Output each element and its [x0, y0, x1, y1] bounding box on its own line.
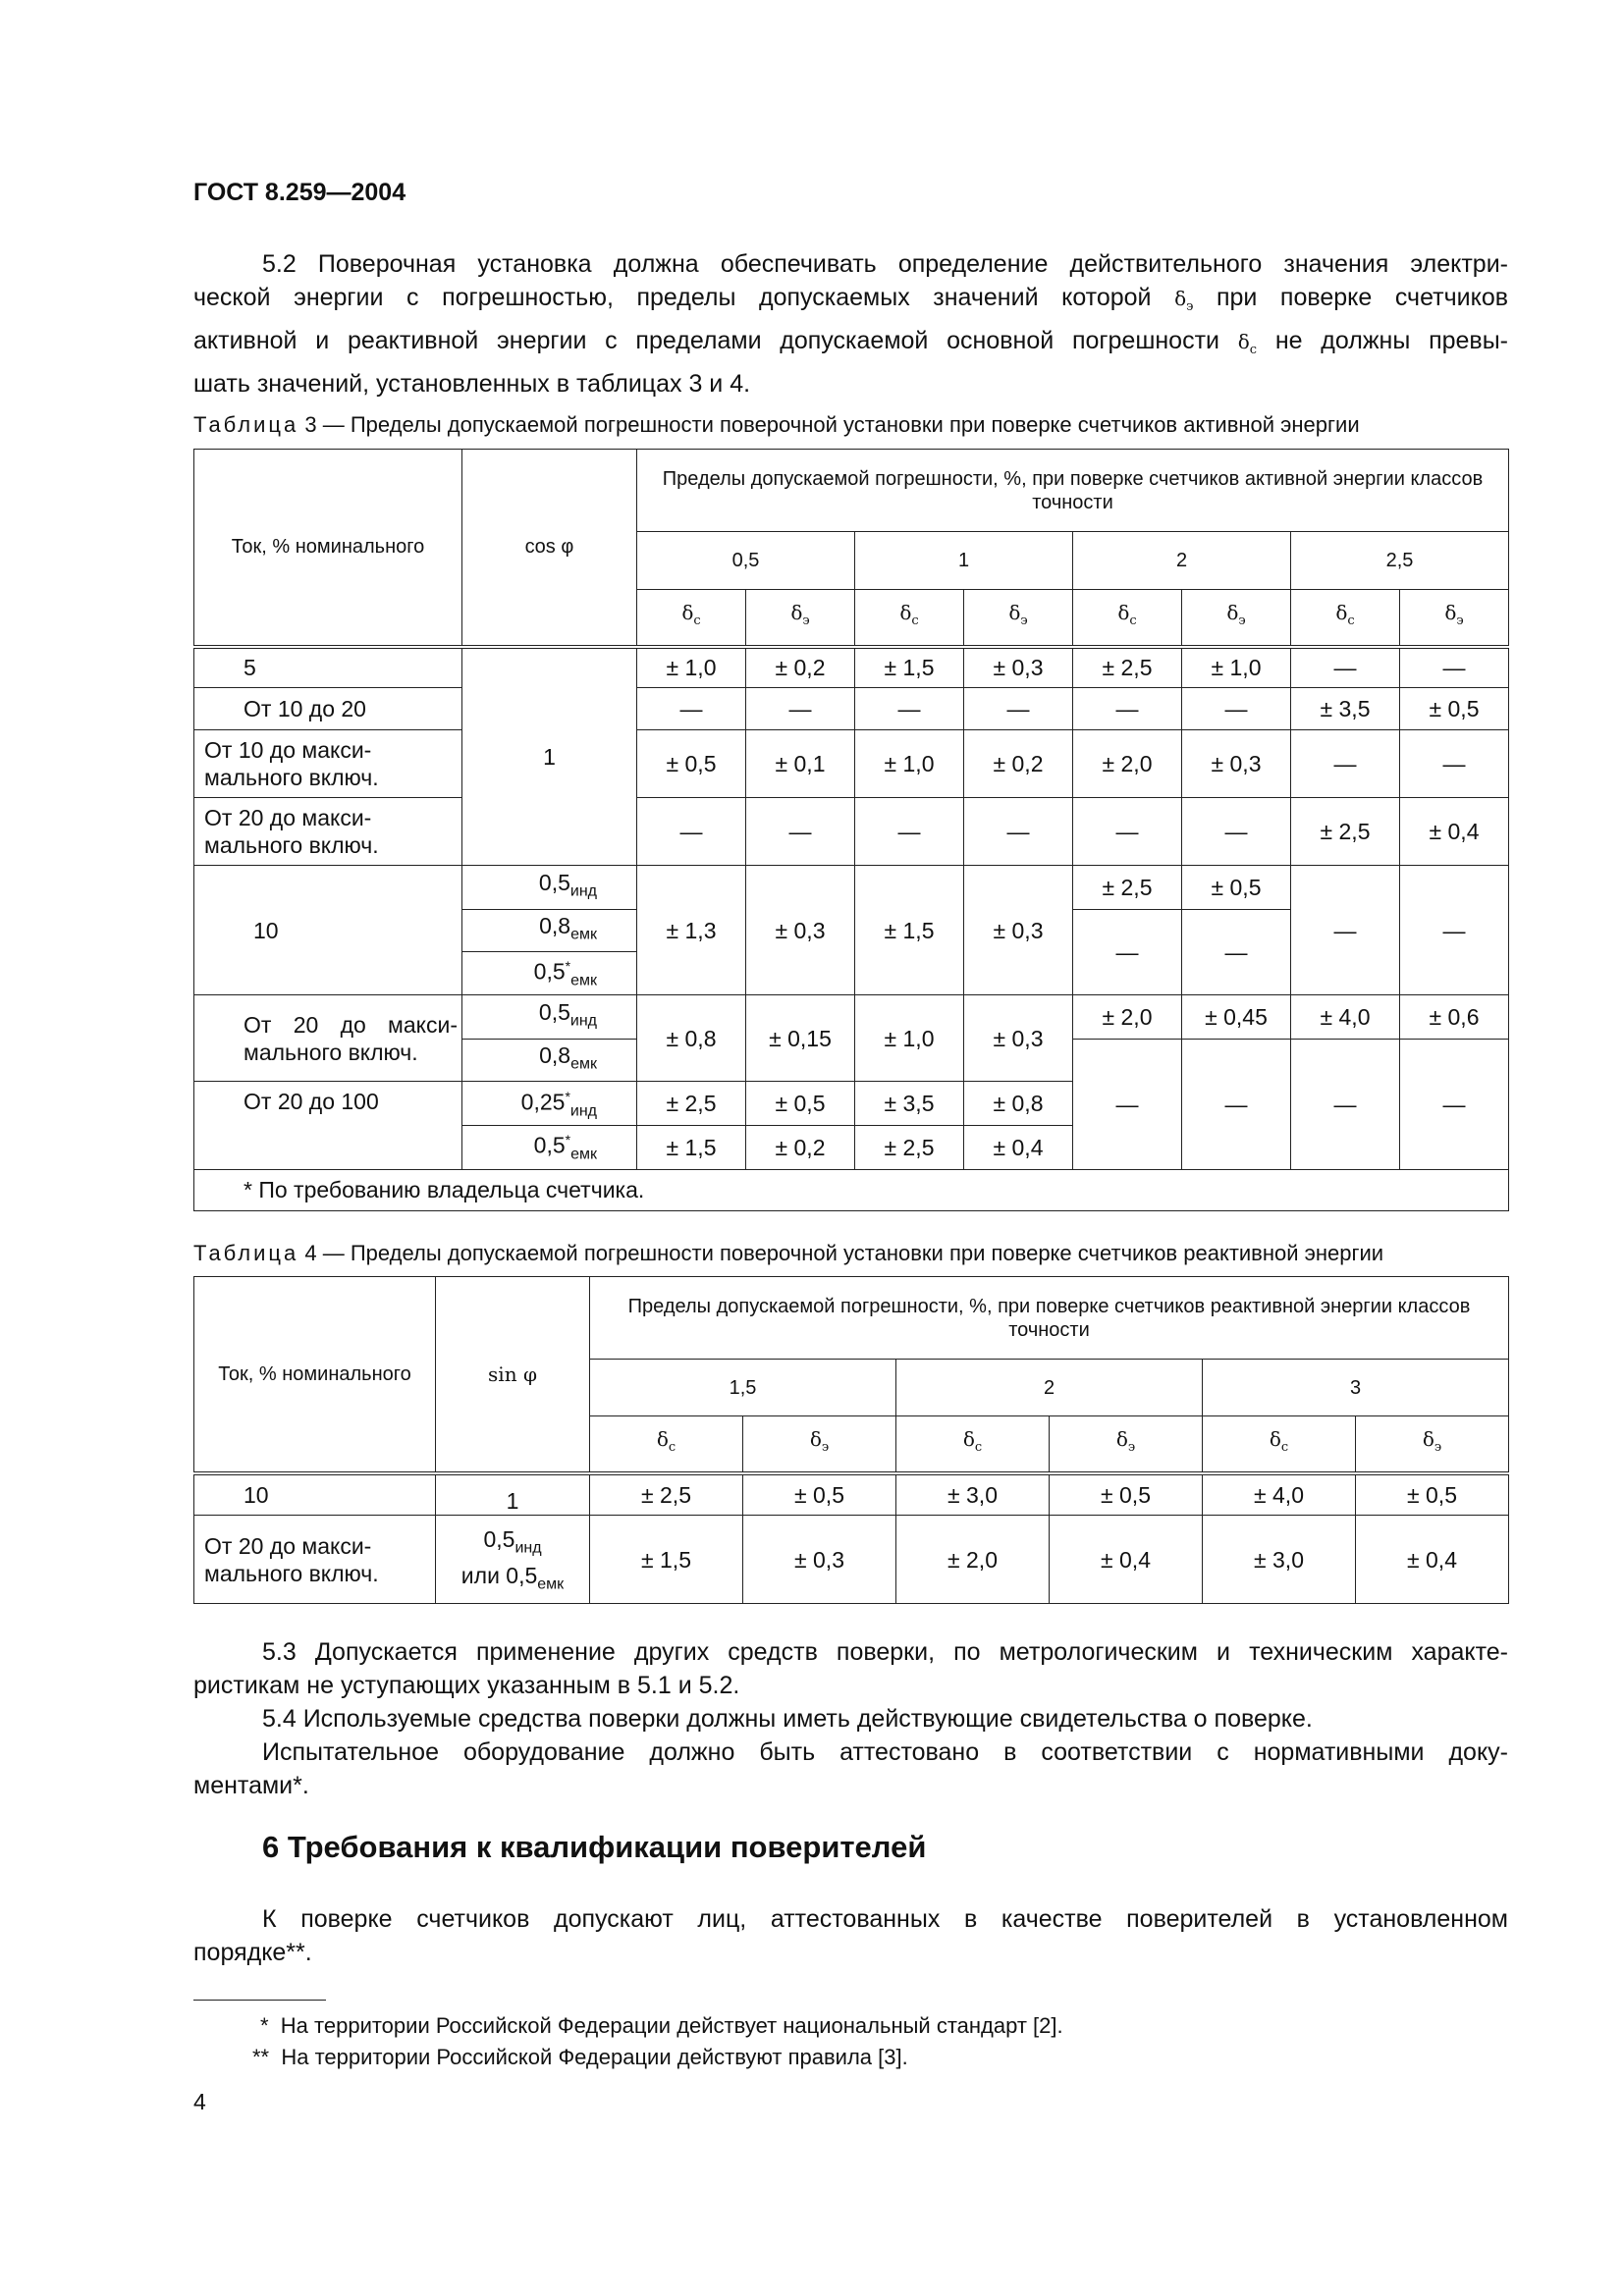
t3-class: 2,5 [1291, 532, 1509, 590]
p52-line3: активной и реактивной энергии с пределами допускаемой основной погрешности $\delta_с$ не должны превы- [193, 327, 1508, 357]
table-row [194, 866, 1509, 910]
t4-cell: ± 0,4 [1050, 1516, 1203, 1604]
s6-line2: порядке**. [193, 1939, 312, 1966]
t3-cell: — [855, 688, 964, 730]
t4-delta-e: $\delta_э$ [1050, 1416, 1203, 1473]
p52-line1: 5.2 Поверочная установка должна обеспечивать определение действительного значения электри- [262, 250, 1508, 278]
t3-current: От 10 до макси-мального включ. [194, 730, 462, 798]
section-6-text [193, 1902, 1508, 1969]
t4-cell: ± 2,0 [896, 1516, 1050, 1604]
t3-cos: $0,8_{емк}$ [462, 1040, 637, 1082]
t3-cell: — [1291, 1040, 1400, 1169]
t3-cos-one: 1 [462, 647, 637, 866]
t3-cell: — [1291, 647, 1400, 688]
t4-cell: ± 0,3 [743, 1516, 896, 1604]
t3-delta-e: $\delta_э$ [746, 590, 855, 647]
t3-cell: ± 2,5 [1073, 866, 1182, 910]
section-6-title: 6 Требования к квалификации поверителей [262, 1830, 927, 1864]
t3-cell: — [1182, 688, 1291, 730]
t3-cos: $0,25^*_{инд}$ [462, 1082, 637, 1126]
footnote-divider [193, 2000, 326, 2001]
t4-delta-c: $\delta_с$ [1203, 1416, 1356, 1473]
delta-e-symbol: $\delta_э$ [1174, 287, 1194, 314]
t3-cell: — [746, 688, 855, 730]
t3-current: 5 [194, 647, 462, 688]
t4-sin: $0,5_{инд}$ или $0,5_{емк}$ [436, 1516, 590, 1604]
t3-footnote: * По требованию владельца счетчика. [194, 1169, 1509, 1210]
t4-sin: 1 [436, 1473, 590, 1516]
p54-line1: 5.4 Используемые средства поверки должны иметь действующие свидетельства о поверке. [262, 1705, 1313, 1733]
t3-cell: ± 2,0 [1073, 730, 1182, 798]
p54-line2: Испытательное оборудование должно быть аттестовано в соответствии с нормативными доку- [262, 1738, 1508, 1766]
t3-cell: — [1073, 910, 1182, 995]
t3-cell: — [1400, 730, 1509, 798]
t3-cell: ± 1,3 [637, 866, 746, 995]
t3-cell: ± 0,2 [746, 1126, 855, 1169]
t3-cell: — [637, 798, 746, 866]
t4-cell: ± 1,5 [590, 1516, 743, 1604]
t3-cell: ± 2,5 [1291, 798, 1400, 866]
t3-cell: — [964, 688, 1073, 730]
t3-cos: $0,5_{инд}$ [462, 866, 637, 910]
t4-class: 3 [1203, 1360, 1509, 1416]
t3-cell: ± 0,15 [746, 995, 855, 1082]
t3-cell: ± 0,5 [746, 1082, 855, 1126]
t4-delta-e: $\delta_э$ [1356, 1416, 1509, 1473]
t3-cell: — [1182, 798, 1291, 866]
t3-cell: ± 1,0 [855, 730, 964, 798]
t4-class: 1,5 [590, 1360, 896, 1416]
t3-cell: ± 2,5 [637, 1082, 746, 1126]
t3-cell: ± 3,5 [855, 1082, 964, 1126]
t3-delta-e: $\delta_э$ [964, 590, 1073, 647]
t3-class: 0,5 [637, 532, 855, 590]
t4-cell: ± 3,0 [1203, 1516, 1356, 1604]
t3-header-current: Ток, % номинального [194, 450, 462, 647]
t3-cell: ± 0,4 [964, 1126, 1073, 1169]
t3-cell: — [1291, 866, 1400, 995]
t3-cell: ± 0,3 [746, 866, 855, 995]
t4-class: 2 [896, 1360, 1203, 1416]
t4-current: 10 [194, 1473, 436, 1516]
t3-cell: ± 1,5 [637, 1126, 746, 1169]
t3-current: От 20 до 100 [194, 1082, 462, 1169]
t3-cell: ± 0,5 [1182, 866, 1291, 910]
t3-cell: ± 2,5 [855, 1126, 964, 1169]
t3-cell: — [855, 798, 964, 866]
p53-line2: ристикам не уступающих указанным в 5.1 и 5.2. [193, 1672, 740, 1699]
t4-cell: ± 0,4 [1356, 1516, 1509, 1604]
t3-cell: — [746, 798, 855, 866]
t3-current: От 20 до макси-мального включ. [194, 798, 462, 866]
table-row [194, 1473, 1509, 1516]
table4 [193, 1276, 1509, 1604]
paragraph-5-2 [193, 247, 1508, 400]
t3-delta-c: $\delta_с$ [1073, 590, 1182, 647]
t3-class: 1 [855, 532, 1073, 590]
t3-delta-c: $\delta_с$ [855, 590, 964, 647]
t3-cell: ± 0,3 [964, 866, 1073, 995]
t3-cell: ± 0,1 [746, 730, 855, 798]
t3-cell: ± 0,4 [1400, 798, 1509, 866]
t3-cell: — [1182, 910, 1291, 995]
t3-cell: ± 2,5 [1073, 647, 1182, 688]
t3-current: От 10 до 20 [194, 688, 462, 730]
table-row [194, 730, 1509, 798]
t3-cos: $0,5^*_{емк}$ [462, 1126, 637, 1169]
t3-cell: ± 0,45 [1182, 995, 1291, 1040]
t3-current: 10 [194, 866, 462, 995]
t3-cell: — [637, 688, 746, 730]
table-row [194, 798, 1509, 866]
t4-cell: ± 0,5 [1356, 1473, 1509, 1516]
t3-delta-e: $\delta_э$ [1400, 590, 1509, 647]
table3-caption: Таблица 3 — Пределы допускаемой погрешности поверочной установки при поверке счетчиков активной энергии [193, 412, 1360, 437]
t3-cell: ± 0,5 [1400, 688, 1509, 730]
t3-cell: — [1073, 688, 1182, 730]
t3-cell: ± 0,3 [964, 647, 1073, 688]
t4-cell: ± 2,5 [590, 1473, 743, 1516]
p53-line1: 5.3 Допускается применение других средств поверки, по метрологическим и техническим характе- [262, 1638, 1508, 1666]
t4-delta-e: $\delta_э$ [743, 1416, 896, 1473]
table-row [194, 688, 1509, 730]
t3-cell: ± 0,2 [964, 730, 1073, 798]
t3-cell: — [1073, 798, 1182, 866]
footnote-2: ** На территории Российской Федерации действуют правила [3]. [252, 2045, 908, 2069]
t3-cell: — [964, 798, 1073, 866]
t3-cos: $0,8_{емк}$ [462, 910, 637, 952]
t3-class: 2 [1073, 532, 1291, 590]
t3-cell: ± 0,3 [1182, 730, 1291, 798]
t4-delta-c: $\delta_с$ [896, 1416, 1050, 1473]
page-number: 4 [193, 2089, 206, 2114]
t3-cell: — [1073, 1040, 1182, 1169]
t3-cos: $0,5^*_{емк}$ [462, 952, 637, 995]
footnote-1: * На территории Российской Федерации действует национальный стандарт [2]. [260, 2013, 1063, 2038]
t3-delta-c: $\delta_с$ [637, 590, 746, 647]
t3-cos: $0,5_{инд}$ [462, 995, 637, 1040]
t3-delta-e: $\delta_э$ [1182, 590, 1291, 647]
t3-cell: ± 0,2 [746, 647, 855, 688]
table4-caption: Таблица 4 — Пределы допускаемой погрешности поверочной установки при поверке счетчиков реактивной энергии [193, 1241, 1384, 1265]
t3-cell: ± 1,0 [637, 647, 746, 688]
t4-current: От 20 до макси-мального включ. [194, 1516, 436, 1604]
table3 [193, 449, 1509, 1211]
t3-cell: ± 4,0 [1291, 995, 1400, 1040]
t3-cell: ± 2,0 [1073, 995, 1182, 1040]
t4-header-sin: sin φ [436, 1277, 590, 1473]
p52-line4: шать значений, установленных в таблицах 3 и 4. [193, 370, 751, 398]
t3-cell: ± 0,8 [637, 995, 746, 1082]
t3-cell: ± 1,5 [855, 647, 964, 688]
t4-header-current: Ток, % номинального [194, 1277, 436, 1473]
t3-header-cos: cos φ [462, 450, 637, 647]
t3-cell: ± 1,0 [1182, 647, 1291, 688]
s6-line1: К поверке счетчиков допускают лиц, аттестованных в качестве поверителей в установленном [262, 1905, 1508, 1933]
t3-cell: ± 0,5 [637, 730, 746, 798]
t4-header-limits: Пределы допускаемой погрешности, %, при поверке счетчиков реактивной энергии классов точности [590, 1277, 1509, 1360]
t3-cell: ± 0,8 [964, 1082, 1073, 1126]
table-row [194, 647, 1509, 688]
t3-cell: ± 3,5 [1291, 688, 1400, 730]
t4-cell: ± 3,0 [896, 1473, 1050, 1516]
p52-line2: ческой энергии с погрешностью, пределы допускаемых значений которой $\delta_э$ при поверке счетчиков [193, 284, 1508, 314]
t4-cell: ± 0,5 [743, 1473, 896, 1516]
t3-cell: ± 1,0 [855, 995, 964, 1082]
delta-c-symbol: $\delta_с$ [1237, 330, 1258, 357]
t3-cell: — [1400, 1040, 1509, 1169]
paragraph-5-3 [193, 1635, 1508, 1802]
t3-cell: ± 0,6 [1400, 995, 1509, 1040]
t3-delta-c: $\delta_с$ [1291, 590, 1400, 647]
t3-cell: — [1182, 1040, 1291, 1169]
t3-cell: ± 1,5 [855, 866, 964, 995]
document-header: ГОСТ 8.259—2004 [193, 179, 406, 206]
p54-line3: ментами*. [193, 1772, 309, 1799]
t4-delta-c: $\delta_с$ [590, 1416, 743, 1473]
t3-cell: ± 0,3 [964, 995, 1073, 1082]
table-row [194, 1516, 1509, 1604]
table-row [194, 995, 1509, 1040]
t3-cell: — [1400, 866, 1509, 995]
t3-header-limits: Пределы допускаемой погрешности, %, при поверке счетчиков активной энергии классов точности [637, 450, 1509, 532]
t3-current: От 20 до макси-мального включ. [194, 995, 462, 1082]
t3-cell: — [1291, 730, 1400, 798]
t4-cell: ± 4,0 [1203, 1473, 1356, 1516]
t3-cell: — [1400, 647, 1509, 688]
t4-cell: ± 0,5 [1050, 1473, 1203, 1516]
